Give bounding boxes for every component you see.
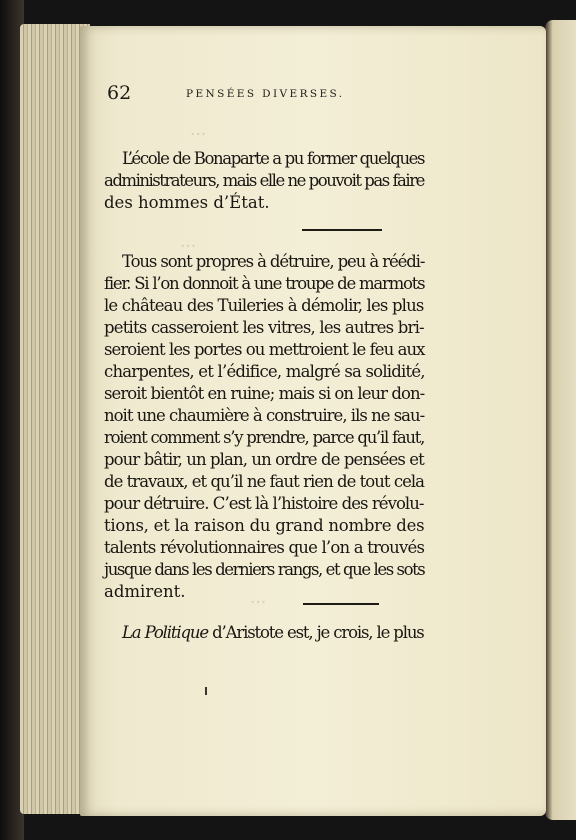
text-line: pour bâtir, un plan, un ordre de pensées et bbox=[104, 450, 424, 469]
running-head: PENSÉES DIVERSES. bbox=[186, 88, 345, 100]
show-through-text: ... bbox=[250, 588, 267, 608]
text-line: Tous sont propres à détruire, peu à réédi- bbox=[122, 252, 425, 271]
text-line: seroit bientôt en ruine; mais si on leur don- bbox=[104, 384, 425, 403]
text-line: jusque dans les derniers rangs, et que les sots bbox=[104, 560, 425, 579]
show-through-text: ... bbox=[180, 232, 197, 252]
text-fragment: d’Aristote est, je crois, le plus bbox=[208, 623, 424, 642]
text-line: de travaux, et qu’il ne faut rien de tout cela bbox=[104, 472, 425, 491]
text-line: noit une chaumière à construire, ils ne sau- bbox=[104, 406, 425, 425]
section-divider bbox=[302, 229, 382, 231]
text-line: pour détruire. C’est là l’histoire des révolu- bbox=[104, 494, 424, 513]
text-line: fier. Si l’on donnoit à une troupe de marmots bbox=[104, 274, 425, 293]
ink-mark bbox=[205, 687, 207, 695]
show-through-text: ... bbox=[190, 120, 207, 140]
text-line: tions, et la raison du grand nombre des bbox=[104, 516, 425, 535]
section-divider bbox=[303, 603, 379, 605]
text-line: le château des Tuileries à démolir, les plus bbox=[104, 296, 424, 315]
text-line: charpentes, et l’édifice, malgré sa solidité, bbox=[104, 362, 425, 381]
facing-page-edge bbox=[545, 20, 576, 820]
text-line: des hommes d’État. bbox=[104, 193, 270, 212]
text-line: admirent. bbox=[104, 582, 186, 601]
text-line: seroient les portes ou mettroient le feu aux bbox=[104, 340, 425, 359]
paragraph-1 bbox=[104, 148, 424, 214]
page-body-2 bbox=[104, 251, 424, 603]
book-title: La Politique bbox=[122, 623, 208, 642]
text-line: roient comment s’y prendre, parce qu’il faut, bbox=[104, 428, 425, 447]
text-line: administrateurs, mais elle ne pouvoit pas faire bbox=[104, 171, 424, 190]
text-line: petits casseroient les vitres, les autres bri- bbox=[104, 318, 424, 337]
text-line: talents révolutionnaires que l’on a trouvés bbox=[104, 538, 425, 557]
text-line bbox=[104, 622, 424, 644]
paragraph-2 bbox=[104, 251, 424, 603]
page-body bbox=[104, 148, 424, 214]
page-header bbox=[107, 82, 417, 106]
page-number: 62 bbox=[107, 82, 132, 104]
page-body-3 bbox=[104, 622, 424, 644]
text-line: L’école de Bonaparte a pu former quelques bbox=[122, 149, 425, 168]
